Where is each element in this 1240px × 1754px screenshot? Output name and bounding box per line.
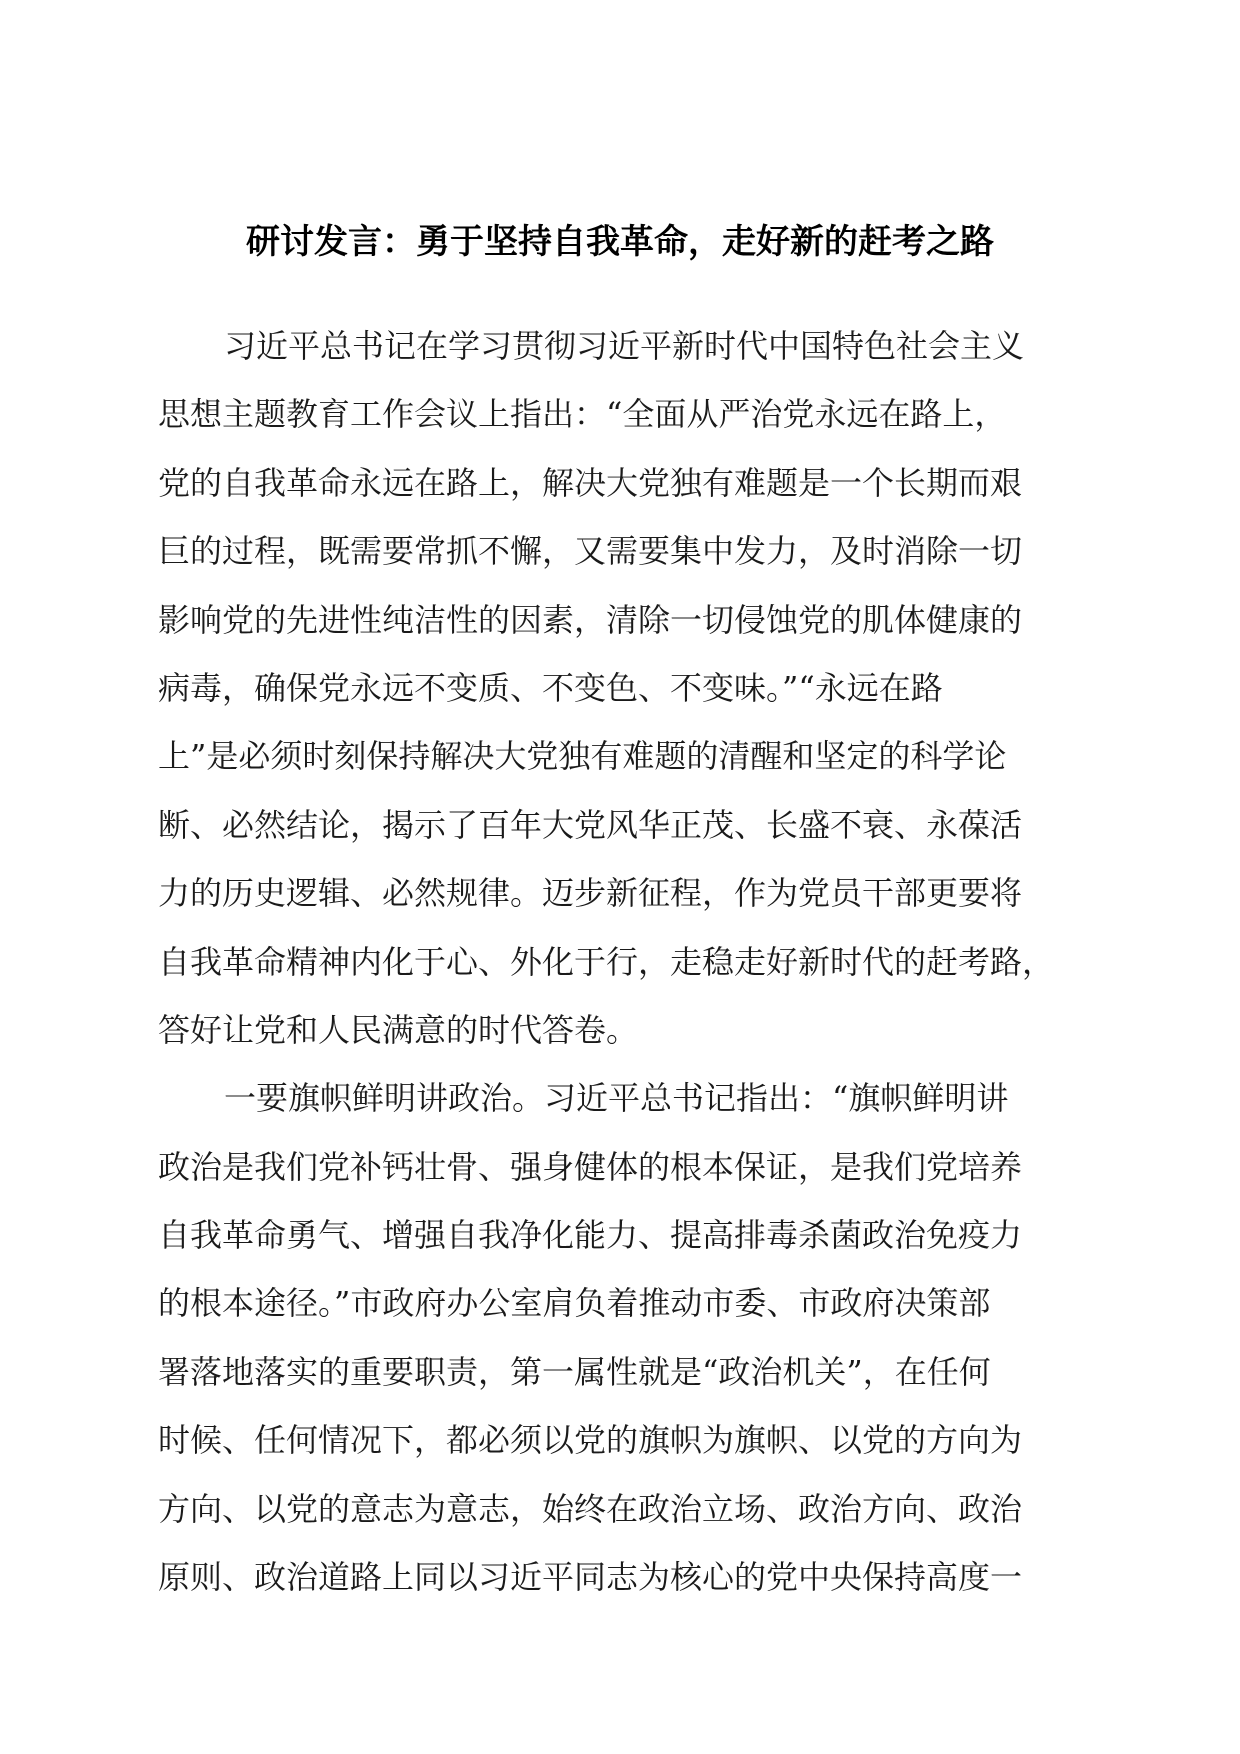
text-line: 党的自我革命永远在路上，解决大党独有难题是一个长期而艰 bbox=[158, 463, 1023, 502]
paragraph-politics bbox=[158, 1064, 1070, 1611]
text-line: 时候、任何情况下，都必须以党的旗帜为旗帜、以党的方向为 bbox=[158, 1421, 1023, 1460]
text-line: 的根本途径。”市政府办公室肩负着推动市委、市政府决策部 bbox=[158, 1284, 991, 1323]
text-line: 断、必然结论，揭示了百年大党风华正茂、长盛不衰、永葆活 bbox=[158, 805, 1023, 844]
paragraph-intro bbox=[158, 312, 1070, 1064]
text-line: 力的历史逻辑、必然规律。迈步新征程，作为党员干部更要将 bbox=[158, 874, 1023, 913]
document-title: 研讨发言：勇于坚持自我革命，走好新的赶考之路 bbox=[246, 222, 994, 262]
document-body bbox=[158, 312, 1070, 1611]
text-line: 方向、以党的意志为意志，始终在政治立场、政治方向、政治 bbox=[158, 1489, 1023, 1528]
text-line: 政治是我们党补钙壮骨、强身健体的根本保证，是我们党培养 bbox=[158, 1147, 1023, 1186]
text-line: 自我革命精神内化于心、外化于行，走稳走好新时代的赶考路， bbox=[158, 942, 1055, 981]
text-line: 思想主题教育工作会议上指出：“全面从严治党永远在路上， bbox=[158, 395, 1007, 434]
text-line: 上”是必须时刻保持解决大党独有难题的清醒和坚定的科学论 bbox=[158, 737, 1007, 776]
text-line: 原则、政治道路上同以习近平同志为核心的党中央保持高度一 bbox=[158, 1558, 1023, 1597]
text-line: 署落地落实的重要职责，第一属性就是“政治机关”，在任何 bbox=[158, 1352, 991, 1391]
text-line: 巨的过程，既需要常抓不懈，又需要集中发力，及时消除一切 bbox=[158, 532, 1023, 571]
text-line: 一要旗帜鲜明讲政治。习近平总书记指出：“旗帜鲜明讲 bbox=[224, 1079, 1009, 1118]
text-line: 习近平总书记在学习贯彻习近平新时代中国特色社会主义 bbox=[224, 327, 1025, 365]
text-line: 答好让党和人民满意的时代答卷。 bbox=[158, 1010, 639, 1049]
text-line: 病毒，确保党永远不变质、不变色、不变味。”“永远在路 bbox=[158, 668, 943, 707]
text-line: 自我革命勇气、增强自我净化能力、提高排毒杀菌政治免疫力 bbox=[158, 1216, 1023, 1255]
text-line: 影响党的先进性纯洁性的因素，清除一切侵蚀党的肌体健康的 bbox=[158, 600, 1023, 639]
